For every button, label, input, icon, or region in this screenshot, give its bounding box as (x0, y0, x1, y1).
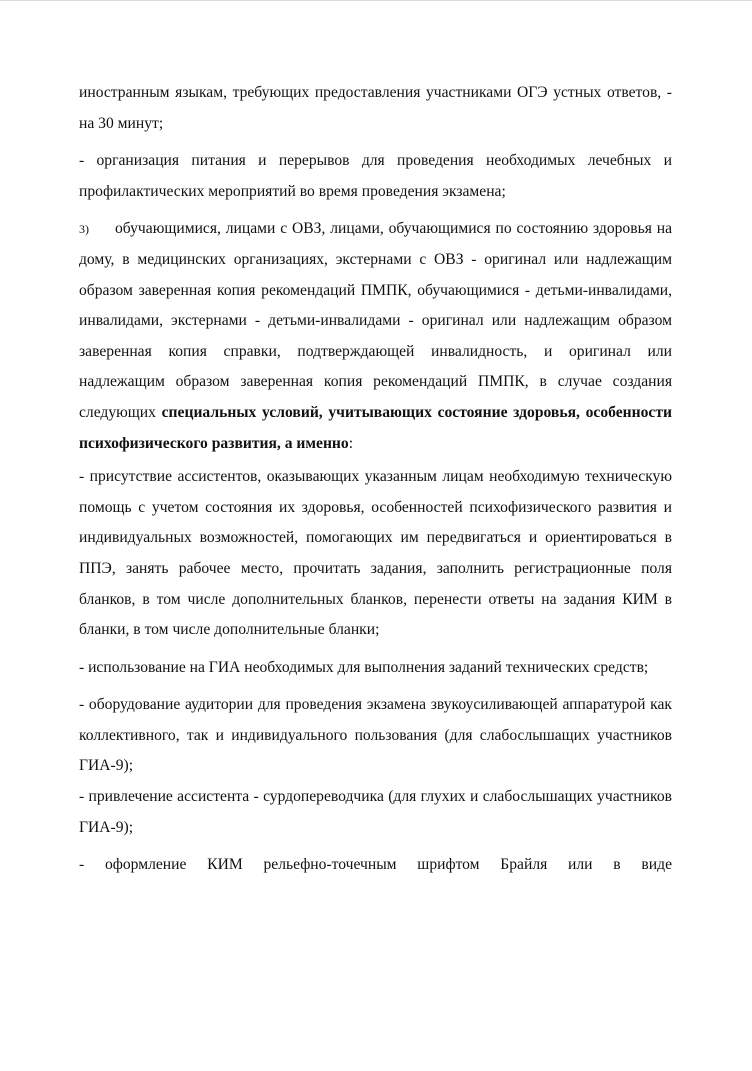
document-page (79, 78, 672, 881)
paragraph-foreign-language-time: иностранным языкам, требующих предоставления участниками ОГЭ устных ответов, - на 30 минут; (79, 84, 672, 132)
paragraph-item-3 (79, 214, 672, 459)
paragraph-sound-equipment: - оборудование аудитории для проведения экзамена звукоусиливающей аппаратурой как коллективного, так и индивидуального пользования (для слабослышащих участников ГИА-9); (79, 696, 672, 775)
paragraph-braille: - оформление КИМ рельефно-точечным шрифтом Брайля или в виде (79, 856, 672, 874)
paragraph-meals-breaks: - организация питания и перерывов для проведения необходимых лечебных и профилактических мероприятий во время проведения экзамена; (79, 152, 672, 200)
paragraph-item-3-text: обучающимися, лицами с ОВЗ, лицами, обучающимися по состоянию здоровья на дому, в медицинских организациях, экстернами с ОВЗ - оригинал или надлежащим образом заверенная копия рекомендаций ПМПК, обучающимися - детьми-инвалидами, инвалидами, экстернами - детьми-инвалидами - оригинал или надлежащим образом заверенная копия справки, подтверждающей инвалидность, и оригинал или надлежащим образом заверенная копия рекомендаций ПМПК, в случае создания следующих (79, 220, 672, 421)
page-top-border (0, 0, 752, 1)
paragraph-assistants: - присутствие ассистентов, оказывающих указанным лицам необходимую техническую помощь с учетом состояния их здоровья, особенностей психофизического развития и индивидуальных возможностей, помогающих им передвигаться и ориентироваться в ППЭ, занять рабочее место, прочитать задания, заполнить регистрационные поля бланков, в том числе дополнительных бланков, перенести ответы на задания КИМ в бланки, в том числе дополнительные бланки; (79, 468, 672, 639)
paragraph-item-3-bold: специальных условий, учитывающих состояние здоровья, особенности психофизического развития, а именно (79, 403, 672, 452)
paragraph-item-3-tail: : (348, 434, 354, 452)
list-number: 3) (79, 222, 89, 237)
paragraph-sign-interpreter: - привлечение ассистента - сурдопереводчика (для глухих и слабослышащих участников ГИА-9); (79, 788, 672, 836)
paragraph-technical-means: - использование на ГИА необходимых для выполнения заданий технических средств; (79, 658, 649, 676)
